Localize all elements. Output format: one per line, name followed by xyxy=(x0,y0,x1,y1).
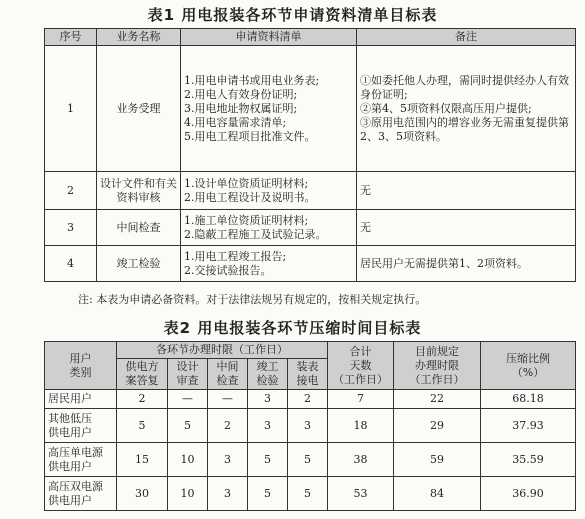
row-value: — xyxy=(168,390,208,409)
row-business-name: 竣工检验 xyxy=(97,246,181,282)
table-row xyxy=(45,246,576,282)
application-materials-table xyxy=(44,28,576,282)
header-supply-plan: 供电方 案答复 xyxy=(117,359,168,390)
table-row xyxy=(45,390,576,409)
row-value: 5 xyxy=(248,477,288,511)
row-remark: ①如委托他人办理，需同时提供经办人有效身份证明; ②第4、5项资料仅限高压用户提供; ③原用电范围内的增容业务无需重复提供第2、3、5项资料。 xyxy=(357,46,576,172)
row-remark: 居民用户无需提供第1、2项资料。 xyxy=(357,246,576,282)
row-value: 2 xyxy=(117,390,168,409)
row-value: 2 xyxy=(208,409,248,443)
header-no: 序号 xyxy=(45,29,97,46)
table-row xyxy=(45,443,576,477)
row-materials-list: 1.用电工程竣工报告; 2.交接试验报告。 xyxy=(181,246,357,282)
row-value: 30 xyxy=(117,477,168,511)
row-materials-list: 1.设计单位资质证明材料; 2.用电工程设计及说明书。 xyxy=(181,172,357,210)
row-ratio: 36.90 xyxy=(481,477,576,511)
row-business-name: 中间检查 xyxy=(97,210,181,246)
row-value: 5 xyxy=(117,409,168,443)
table-header-row xyxy=(45,342,576,359)
header-user-type: 用户 类别 xyxy=(45,342,117,390)
row-user-type: 其他低压 供电用户 xyxy=(45,409,117,443)
row-total: 53 xyxy=(328,477,394,511)
row-user-type: 居民用户 xyxy=(45,390,117,409)
row-no: 4 xyxy=(45,246,97,282)
table-header-row xyxy=(45,29,576,46)
row-business-name: 业务受理 xyxy=(97,46,181,172)
header-compression-ratio: 压缩比例 （%） xyxy=(481,342,576,390)
table-row xyxy=(45,172,576,210)
row-value: 3 xyxy=(288,409,328,443)
row-total: 7 xyxy=(328,390,394,409)
row-value: — xyxy=(208,390,248,409)
row-value: 3 xyxy=(248,390,288,409)
row-value: 15 xyxy=(117,443,168,477)
row-user-type: 高压单电源 供电用户 xyxy=(45,443,117,477)
row-materials-list: 1.施工单位资质证明材料; 2.隐蔽工程施工及试验记录。 xyxy=(181,210,357,246)
header-design-review: 设计 审查 xyxy=(168,359,208,390)
row-total: 18 xyxy=(328,409,394,443)
header-total-days: 合计 天数 （工作日） xyxy=(328,342,394,390)
row-current: 29 xyxy=(394,409,481,443)
table-row xyxy=(45,210,576,246)
row-value: 5 xyxy=(248,443,288,477)
header-business-name: 业务名称 xyxy=(97,29,181,46)
row-value: 3 xyxy=(208,443,248,477)
row-value: 10 xyxy=(168,443,208,477)
table-row xyxy=(45,477,576,511)
row-current: 59 xyxy=(394,443,481,477)
table1-footnote: 注: 本表为申请必备资料。对于法律法规另有规定的，按相关规定执行。 xyxy=(78,293,427,306)
row-value: 3 xyxy=(208,477,248,511)
row-ratio: 35.59 xyxy=(481,443,576,477)
header-materials-list: 申请资料清单 xyxy=(181,29,357,46)
row-user-type: 高压双电源 供电用户 xyxy=(45,477,117,511)
table1-title: 表1 用电报装各环节申请资料清单目标表 xyxy=(147,6,438,24)
row-value: 5 xyxy=(168,409,208,443)
row-remark: 无 xyxy=(357,210,576,246)
row-no: 2 xyxy=(45,172,97,210)
row-current: 84 xyxy=(394,477,481,511)
row-value: 5 xyxy=(288,443,328,477)
row-remark: 无 xyxy=(357,172,576,210)
row-value: 10 xyxy=(168,477,208,511)
row-ratio: 68.18 xyxy=(481,390,576,409)
header-completion-inspection: 竣工 检验 xyxy=(248,359,288,390)
table-row xyxy=(45,46,576,172)
table-row xyxy=(45,409,576,443)
row-total: 38 xyxy=(328,443,394,477)
row-materials-list: 1.用电申请书或用电业务表; 2.用电人有效身份证明; 3.用电地址物权属证明; 4.用电容量需求清单; 5.用电工程项目批准文件。 xyxy=(181,46,357,172)
header-meter-install: 装表 接电 xyxy=(288,359,328,390)
row-value: 3 xyxy=(248,409,288,443)
row-current: 22 xyxy=(394,390,481,409)
time-compression-table xyxy=(44,341,576,511)
header-stage-time-limits: 各环节办理时限（工作日） xyxy=(117,342,328,359)
row-business-name: 设计文件和有关资料审核 xyxy=(97,172,181,210)
row-value: 5 xyxy=(288,477,328,511)
table2-title: 表2 用电报装各环节压缩时间目标表 xyxy=(163,319,422,337)
header-remarks: 备注 xyxy=(357,29,576,46)
header-mid-inspection: 中间 检查 xyxy=(208,359,248,390)
header-current-limit: 目前规定 办理时限 （工作日） xyxy=(394,342,481,390)
row-ratio: 37.93 xyxy=(481,409,576,443)
row-no: 3 xyxy=(45,210,97,246)
row-no: 1 xyxy=(45,46,97,172)
row-value: 2 xyxy=(288,390,328,409)
